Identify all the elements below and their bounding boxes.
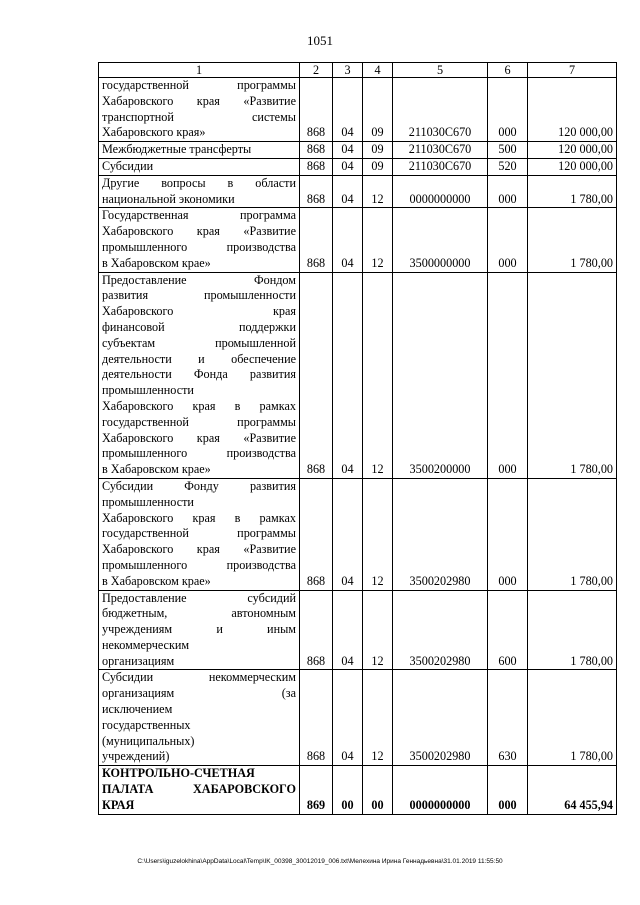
target-item-code-cell: 3500202980 [393,478,488,590]
subsection-code-cell: 09 [363,158,393,175]
target-item-code-cell: 3500200000 [393,272,488,478]
expense-type-code-cell: 000 [488,208,528,272]
section-code-cell: 04 [333,590,363,670]
row-name-line: государственных [102,717,191,732]
row-name-line: Государственная программа [102,208,296,223]
row-name-line: КОНТРОЛЬНО-СЧЕТНАЯ [102,766,255,781]
section-code-cell: 00 [333,766,363,814]
section-code-cell: 04 [333,78,363,142]
row-name-line: учреждений) [102,749,170,764]
header-cell: 6 [488,63,528,78]
row-name-line: Субсидии некоммерческим [102,670,296,685]
header-cell: 3 [333,63,363,78]
target-item-code-cell: 3500202980 [393,670,488,766]
header-cell: 5 [393,63,488,78]
table-row [99,766,617,814]
ministry-code-cell: 868 [300,590,333,670]
row-name-line: субъектам промышленной [102,335,296,350]
row-name-line: некоммерческим [102,637,190,652]
row-name-line: ПАЛАТА ХАБАРОВСКОГО [102,782,296,797]
row-name-line: бюджетным, автономным [102,606,296,621]
section-code-cell: 04 [333,142,363,159]
amount-cell: 1 780,00 [528,670,617,766]
expense-type-code-cell: 000 [488,766,528,814]
section-code-cell: 04 [333,175,363,208]
row-name-cell [99,175,300,208]
row-name-line: Хабаровского края «Развитие [102,542,296,557]
header-cell: 4 [363,63,393,78]
expense-type-code-cell: 000 [488,175,528,208]
row-name-line: Хабаровского края [102,304,296,319]
ministry-code-cell: 868 [300,208,333,272]
row-name-line: деятельности Фонда развития [102,367,296,382]
amount-cell: 1 780,00 [528,272,617,478]
row-name-line: в Хабаровском крае» [102,462,211,477]
target-item-code-cell: 211030С670 [393,142,488,159]
row-name-line: Хабаровского края» [102,125,206,140]
row-name-line: Субсидии Фонду развития [102,478,296,493]
ministry-code-cell: 868 [300,670,333,766]
row-name-cell [99,78,300,142]
subsection-code-cell: 12 [363,175,393,208]
section-code-cell: 04 [333,670,363,766]
row-name-line: (муниципальных) [102,733,195,748]
row-name-line: Субсидии [102,158,154,173]
row-name-line: учреждениям и иным [102,622,296,637]
ministry-code-cell: 868 [300,78,333,142]
expense-type-code-cell: 520 [488,158,528,175]
row-name-cell [99,142,300,159]
row-name-line: развития промышленности [102,288,296,303]
subsection-code-cell: 09 [363,78,393,142]
subsection-code-cell: 12 [363,670,393,766]
amount-cell: 1 780,00 [528,208,617,272]
table-row [99,478,617,590]
expense-type-code-cell: 000 [488,478,528,590]
table-header-row [99,63,617,78]
row-name-cell [99,766,300,814]
amount-cell: 1 780,00 [528,175,617,208]
row-name-cell [99,272,300,478]
row-name-line: Хабаровского края «Развитие [102,430,296,445]
subsection-code-cell: 12 [363,590,393,670]
row-name-line: Предоставление Фондом [102,272,296,287]
target-item-code-cell: 0000000000 [393,175,488,208]
row-name-line: финансовой поддержки [102,319,296,334]
row-name-cell [99,590,300,670]
table-row [99,142,617,159]
expense-type-code-cell: 600 [488,590,528,670]
budget-table [98,62,617,815]
row-name-cell [99,208,300,272]
subsection-code-cell: 12 [363,272,393,478]
section-code-cell: 04 [333,208,363,272]
row-name-cell [99,670,300,766]
expense-type-code-cell: 500 [488,142,528,159]
ministry-code-cell: 868 [300,272,333,478]
file-path-footer: C:\Users\iguzelokhina\AppData\Local\Temp\IK_00398_30012019_006.txt\Мелехина Ирина Геннадьевна\31.01.2019 11:55:50 [137,858,503,865]
target-item-code-cell: 3500202980 [393,590,488,670]
row-name-line: промышленности [102,383,194,398]
row-name-line: организациям (за [102,686,296,701]
row-name-line: Другие вопросы в области [102,175,296,190]
subsection-code-cell: 12 [363,208,393,272]
target-item-code-cell: 3500000000 [393,208,488,272]
row-name-line: в Хабаровском крае» [102,255,211,270]
row-name-line: организациям [102,653,175,668]
section-code-cell: 04 [333,272,363,478]
amount-cell: 64 455,94 [528,766,617,814]
subsection-code-cell: 12 [363,478,393,590]
amount-cell: 120 000,00 [528,158,617,175]
expense-type-code-cell: 000 [488,78,528,142]
row-name-line: Хабаровского края «Развитие [102,93,296,108]
expense-type-code-cell: 630 [488,670,528,766]
amount-cell: 1 780,00 [528,590,617,670]
row-name-line: национальной экономики [102,191,235,206]
row-name-line: промышленного производства [102,239,296,254]
row-name-line: государственной программы [102,414,296,429]
row-name-line: государственной программы [102,526,296,541]
row-name-line: Предоставление субсидий [102,590,296,605]
header-cell: 1 [99,63,300,78]
row-name-line: транспортной системы [102,109,296,124]
amount-cell: 120 000,00 [528,142,617,159]
row-name-line: исключением [102,702,173,717]
page-number: 1051 [307,33,333,48]
target-item-code-cell: 0000000000 [393,766,488,814]
section-code-cell: 04 [333,158,363,175]
row-name-line: промышленного производства [102,446,296,461]
subsection-code-cell: 00 [363,766,393,814]
subsection-code-cell: 09 [363,142,393,159]
header-cell: 2 [300,63,333,78]
row-name-line: Хабаровского края «Развитие [102,224,296,239]
table-row [99,175,617,208]
ministry-code-cell: 868 [300,158,333,175]
target-item-code-cell: 211030С670 [393,78,488,142]
ministry-code-cell: 868 [300,175,333,208]
row-name-line: промышленного производства [102,557,296,572]
table-row [99,78,617,142]
row-name-line: КРАЯ [102,797,135,812]
table-row [99,670,617,766]
row-name-line: Межбюджетные трансферты [102,142,252,157]
ministry-code-cell: 868 [300,142,333,159]
table-row [99,158,617,175]
section-code-cell: 04 [333,478,363,590]
table-row [99,208,617,272]
row-name-line: государственной программы [102,78,296,92]
row-name-line: в Хабаровском крае» [102,573,211,588]
table-row [99,272,617,478]
target-item-code-cell: 211030С670 [393,158,488,175]
row-name-line: промышленности [102,494,194,509]
row-name-line: Хабаровского края в рамках [102,398,296,413]
amount-cell: 120 000,00 [528,78,617,142]
amount-cell: 1 780,00 [528,478,617,590]
header-cell: 7 [528,63,617,78]
row-name-line: деятельности и обеспечение [102,351,296,366]
row-name-cell [99,478,300,590]
row-name-cell [99,158,300,175]
ministry-code-cell: 869 [300,766,333,814]
ministry-code-cell: 868 [300,478,333,590]
expense-type-code-cell: 000 [488,272,528,478]
row-name-line: Хабаровского края в рамках [102,510,296,525]
table-row [99,590,617,670]
